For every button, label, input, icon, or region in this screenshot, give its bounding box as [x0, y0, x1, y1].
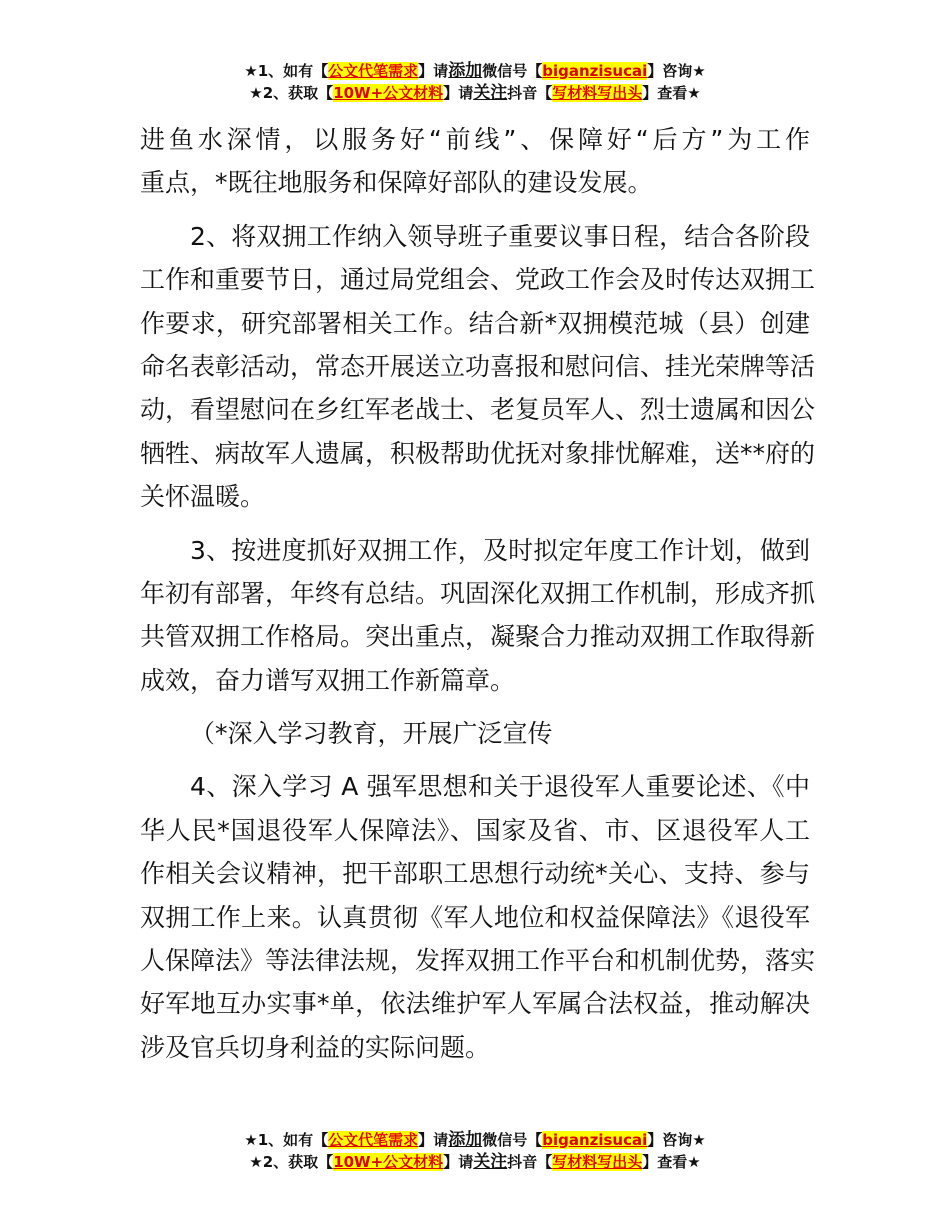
text-line: 重点，*既往地服务和保障好部队的建设发展。	[140, 168, 653, 198]
banner-emphasis: 关注	[473, 83, 508, 103]
banner-text: 抖音【	[507, 84, 553, 102]
paragraph	[140, 712, 810, 755]
text-line: 作要求，研究部署相关工作。结合新*双拥模范城（县）创建	[140, 308, 810, 338]
banner-text: 】查看★	[642, 1153, 701, 1171]
banner-emphasis: 关注	[473, 1152, 508, 1172]
highlight-douyin: 写材料写出头	[552, 1153, 643, 1171]
highlight-materials: 10W+公文材料	[333, 1153, 444, 1171]
text-line: 共管双拥工作格局。突出重点，凝聚合力推动双拥工作取得新	[140, 622, 816, 652]
text-line: 4、深入学习 A 强军思想和关于退役军人重要论述、《中	[190, 772, 810, 802]
footer-banner	[0, 1129, 950, 1173]
banner-line-1	[0, 1129, 950, 1151]
highlight-wechat-id: biganzisucai	[542, 1131, 648, 1149]
text-line: 华人民*国退役军人保障法》、国家及省、市、区退役军人工	[140, 815, 810, 845]
text-line: 涉及官兵切身利益的实际问题。	[140, 1032, 491, 1062]
text-line: 双拥工作上来。认真贯彻《军人地位和权益保障法》《退役军	[140, 902, 810, 932]
banner-text: 】查看★	[642, 84, 701, 102]
text-line: 作相关会议精神，把干部职工思想行动统*关心、支持、参与	[140, 859, 810, 889]
document-body	[140, 118, 816, 1079]
banner-text: 】请	[418, 1131, 449, 1149]
banner-text: ★2、获取【	[249, 84, 334, 102]
text-line: 好军地互办实事*单，依法维护军人军属合法权益，推动解决	[140, 989, 810, 1019]
paragraph	[140, 765, 816, 1069]
banner-text: 】咨询★	[647, 62, 706, 80]
highlight-materials: 10W+公文材料	[333, 84, 444, 102]
text-line: 关怀温暖。	[140, 482, 266, 512]
banner-text: 】请	[443, 84, 474, 102]
banner-emphasis: 添加	[448, 1130, 483, 1150]
text-line: 工作和重要节日，通过局党组会、党政工作会及时传达双拥工	[140, 265, 816, 295]
banner-emphasis: 添加	[448, 61, 483, 81]
banner-line-1	[0, 60, 950, 82]
banner-text: 】咨询★	[647, 1131, 706, 1149]
text-line: 命名表彰活动，常态开展送立功喜报和慰问信、挂光荣牌等活	[140, 351, 816, 381]
banner-line-2	[0, 1151, 950, 1173]
highlight-wechat-id: biganzisucai	[542, 62, 648, 80]
text-line: 成效，奋力谱写双拥工作新篇章。	[140, 665, 516, 695]
banner-text: 微信号【	[482, 62, 543, 80]
text-line: 2、将双拥工作纳入领导班子重要议事日程，结合各阶段	[190, 221, 810, 251]
text-line: 3、按进度抓好双拥工作，及时拟定年度工作计划，做到	[190, 535, 810, 565]
text-line: （*深入学习教育，开展广泛宣传	[190, 719, 553, 749]
text-line: 人保障法》等法律法规，发挥双拥工作平台和机制优势，落实	[140, 946, 816, 976]
banner-text: ★1、如有【	[244, 62, 329, 80]
banner-line-2	[0, 82, 950, 104]
paragraph	[140, 529, 816, 703]
banner-text: 微信号【	[482, 1131, 543, 1149]
header-banner	[0, 60, 950, 104]
highlight-service: 公文代笔需求	[328, 1131, 419, 1149]
text-line: 牺牲、病故军人遗属，积极帮助优抚对象排忧解难，送**府的	[140, 438, 816, 468]
highlight-service: 公文代笔需求	[328, 62, 419, 80]
paragraph	[140, 118, 810, 205]
banner-text: 抖音【	[507, 1153, 553, 1171]
text-line: 动，看望慰问在乡红军老战士、老复员军人、烈士遗属和因公	[140, 395, 816, 425]
paragraph	[140, 215, 816, 519]
banner-text: ★2、获取【	[249, 1153, 334, 1171]
text-line: 年初有部署，年终有总结。巩固深化双拥工作机制，形成齐抓	[140, 578, 816, 608]
banner-text: 】请	[443, 1153, 474, 1171]
highlight-douyin: 写材料写出头	[552, 84, 643, 102]
text-line: 进鱼水深情，以服务好“前线”、保障好“后方”为工作	[140, 125, 810, 154]
banner-text: ★1、如有【	[244, 1131, 329, 1149]
banner-text: 】请	[418, 62, 449, 80]
